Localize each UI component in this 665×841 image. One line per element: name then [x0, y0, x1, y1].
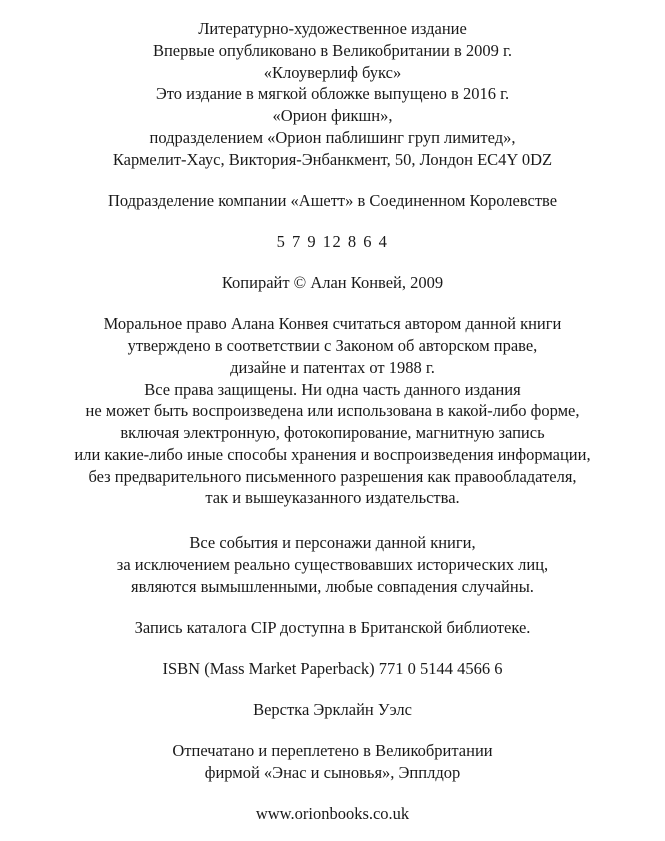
disclaimer-block	[30, 532, 635, 597]
isbn-block	[30, 658, 635, 680]
imprint-line-5: «Орион фикшн»,	[272, 106, 393, 126]
disclaimer-line-3: являются вымышленными, любые совпадения случайны.	[131, 576, 534, 596]
imprint-line-6: подразделением «Орион паблишинг груп лимитед»,	[149, 127, 516, 147]
website-line: www.orionbooks.co.uk	[255, 804, 410, 824]
moral-rights-line-8: без предварительного письменного разрешения как правообладателя,	[88, 466, 577, 486]
printing-line-1: Отпечатано и переплетено в Великобритании	[172, 741, 493, 761]
cip-line: Запись каталога CIP доступна в Британской библиотеке.	[134, 617, 531, 637]
website-block	[30, 803, 635, 825]
imprint-line-7: Кармелит-Хаус, Виктория-Энбанкмент, 50, Лондон EC4Y 0DZ	[112, 149, 553, 169]
typesetting-line: Верстка Эрклайн Уэлс	[253, 700, 412, 720]
printing-block	[30, 740, 635, 784]
imprint-line-1: Литературно-художественное издание	[198, 19, 467, 38]
print-run-block	[30, 231, 635, 253]
cip-block	[30, 617, 635, 639]
disclaimer-line-1: Все события и персонажи данной книги,	[189, 533, 476, 553]
copyright-line: Копирайт © Алан Конвей, 2009	[221, 273, 444, 293]
moral-rights-block	[30, 313, 635, 509]
printing-line-2: фирмой «Энас и сыновья», Эпплдор	[204, 763, 461, 783]
isbn-line: ISBN (Mass Market Paperback) 771 0 5144 4566 6	[162, 658, 503, 678]
disclaimer-line-2: за исключением реально существовавших исторических лиц,	[116, 554, 549, 574]
imprint-block	[30, 18, 635, 170]
moral-rights-line-3: дизайне и патентах от 1988 г.	[230, 357, 435, 377]
moral-rights-line-1: Моральное право Алана Конвея считаться автором данной книги	[103, 314, 562, 334]
moral-rights-line-4: Все права защищены. Ни одна часть данного издания	[144, 379, 521, 399]
imprint-line-3: «Клоуверлиф букс»	[263, 62, 402, 82]
division-line: Подразделение компании «Ашетт» в Соединенном Королевстве	[107, 190, 558, 210]
print-run-line: 5 7 9 12 8 6 4	[276, 231, 389, 251]
copyright-block	[30, 272, 635, 294]
moral-rights-line-6: включая электронную, фотокопирование, магнитную запись	[120, 423, 545, 443]
imprint-line-2: Впервые опубликовано в Великобритании в 2009 г.	[152, 40, 513, 60]
moral-rights-line-9: так и вышеуказанного издательства.	[205, 488, 460, 508]
imprint-line-4: Это издание в мягкой обложке выпущено в 2016 г.	[155, 84, 510, 104]
moral-rights-line-7: или какие-либо иные способы хранения и воспроизведения информации,	[74, 444, 591, 464]
division-block	[30, 190, 635, 212]
typesetting-block	[30, 699, 635, 721]
moral-rights-line-2: утверждено в соответствии с Законом об авторском праве,	[127, 336, 538, 356]
moral-rights-line-5: не может быть воспроизведена или использована в какой-либо форме,	[85, 401, 580, 421]
